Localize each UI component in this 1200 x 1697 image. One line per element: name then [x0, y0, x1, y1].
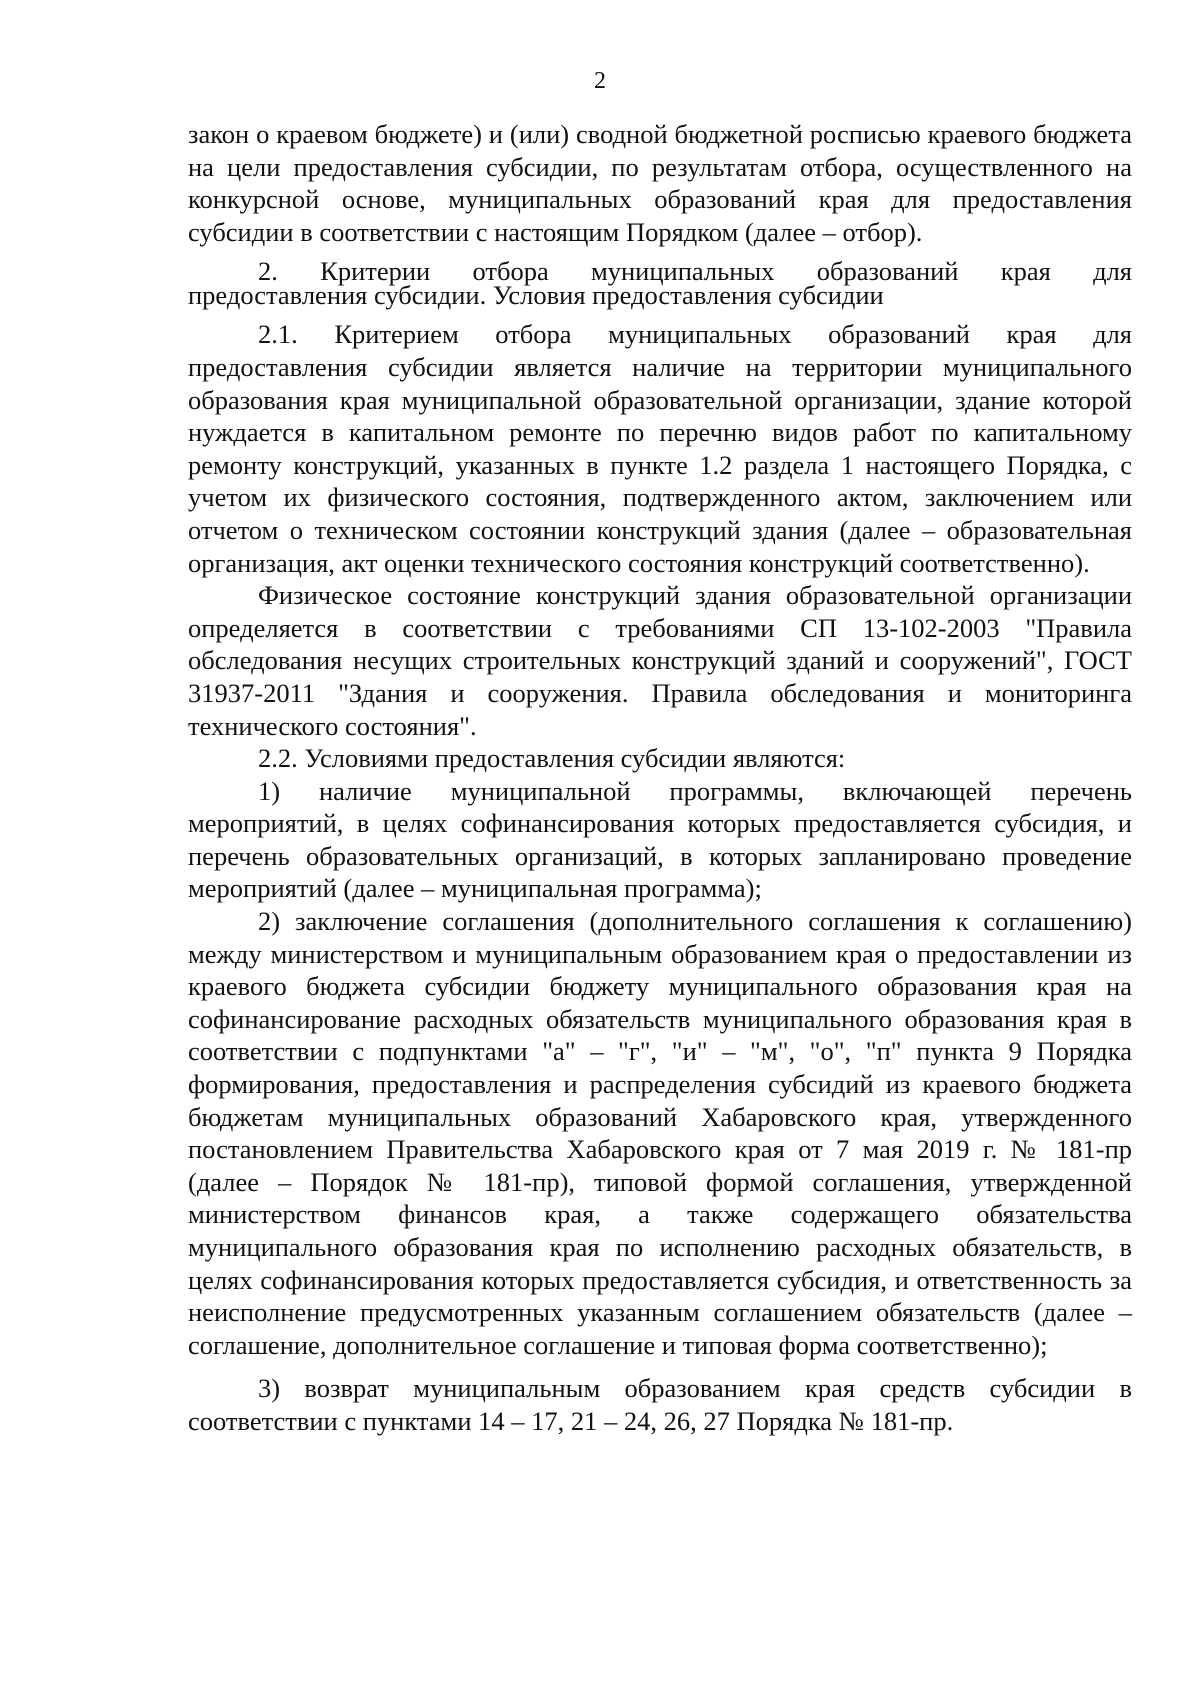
section-heading [188, 256, 1132, 311]
list-item-3: 3) возврат муниципальным образованием края средств субсидии в соответствии с пунктами 14 – 17, 21 – 24, 26, 27 Порядка № 181-пр. [188, 1373, 1132, 1436]
section-heading-line-2: предоставления субсидии. Условия предоставления субсидии [188, 280, 884, 311]
list-item-2: 2) заключение соглашения (дополнительного соглашения к соглашению) между министерством и муниципальным образованием края о предоставлении из краевого бюджета субсидии бюджету муниципального образования края на софинансирование расходных обязательств муниципального образования края в соответствии с подпунктами "а" – "г", "и" – "м", "о", "п" пункта 9 Порядка формирования, предоставления и распределения субсидий из краевого бюджета бюджетам муниципальных образований Хабаровского края, утвержденного постановлением Правительства Хабаровского края от 7 мая 2019 г. № 181-пр (далее – Порядок № 181-пр), типовой формой соглашения, утвержденной министерством финансов края, а также содержащего обязательства муниципального образования края по исполнению расходных обязательств, в целях софинансирования которых предоставляется субсидия, и ответственность за неисполнение предусмотренных указанным соглашением обязательств (далее – соглашение, дополнительное соглашение и типовая форма соответственно); [188, 906, 1132, 1360]
section-heading-line-1: 2. Критерии отбора муниципальных образований края для [258, 256, 1132, 287]
list-item-1: 1) наличие муниципальной программы, включающей перечень мероприятий, в целях софинансирования которых предоставляется субсидия, и перечень образовательных организаций, в которых запланировано проведение мероприятий (далее – муниципальная программа); [188, 775, 1132, 904]
page-number: 2 [594, 68, 606, 94]
document-body [188, 118, 1132, 1438]
paragraph-2-1: 2.1. Критерием отбора муниципальных образований края для предоставления субсидии является наличие на территории муниципального образования края муниципальной образовательной организации, здание которой нуждается в капитальном ремонте по перечню видов работ по капитальному ремонту конструкций, указанных в пункте 1.2 раздела 1 настоящего Порядка, с учетом их физического состояния, подтвержденного актом, заключением или отчетом о техническом состоянии конструкций здания (далее – образовательная организация, акт оценки технического состояния конструкций соответственно). [188, 319, 1132, 578]
paragraph-physical-state: Физическое состояние конструкций здания образовательной организации определяется в соответствии с требованиями СП 13-102-2003 "Правила обследования несущих строительных конструкций зданий и сооружений", ГОСТ 31937-2011 "Здания и сооружения. Правила обследования и мониторинга технического состояния". [188, 580, 1132, 741]
paragraph-continuation: закон о краевом бюджете) и (или) сводной бюджетной росписью краевого бюджета на цели предоставления субсидии, по результатам отбора, осуществленного на конкурсной основе, муниципальных образований края для предоставления субсидии в соответствии с настоящим Порядком (далее – отбор). [188, 119, 1132, 247]
paragraph-2-2: 2.2. Условиями предоставления субсидии являются: [258, 743, 846, 774]
